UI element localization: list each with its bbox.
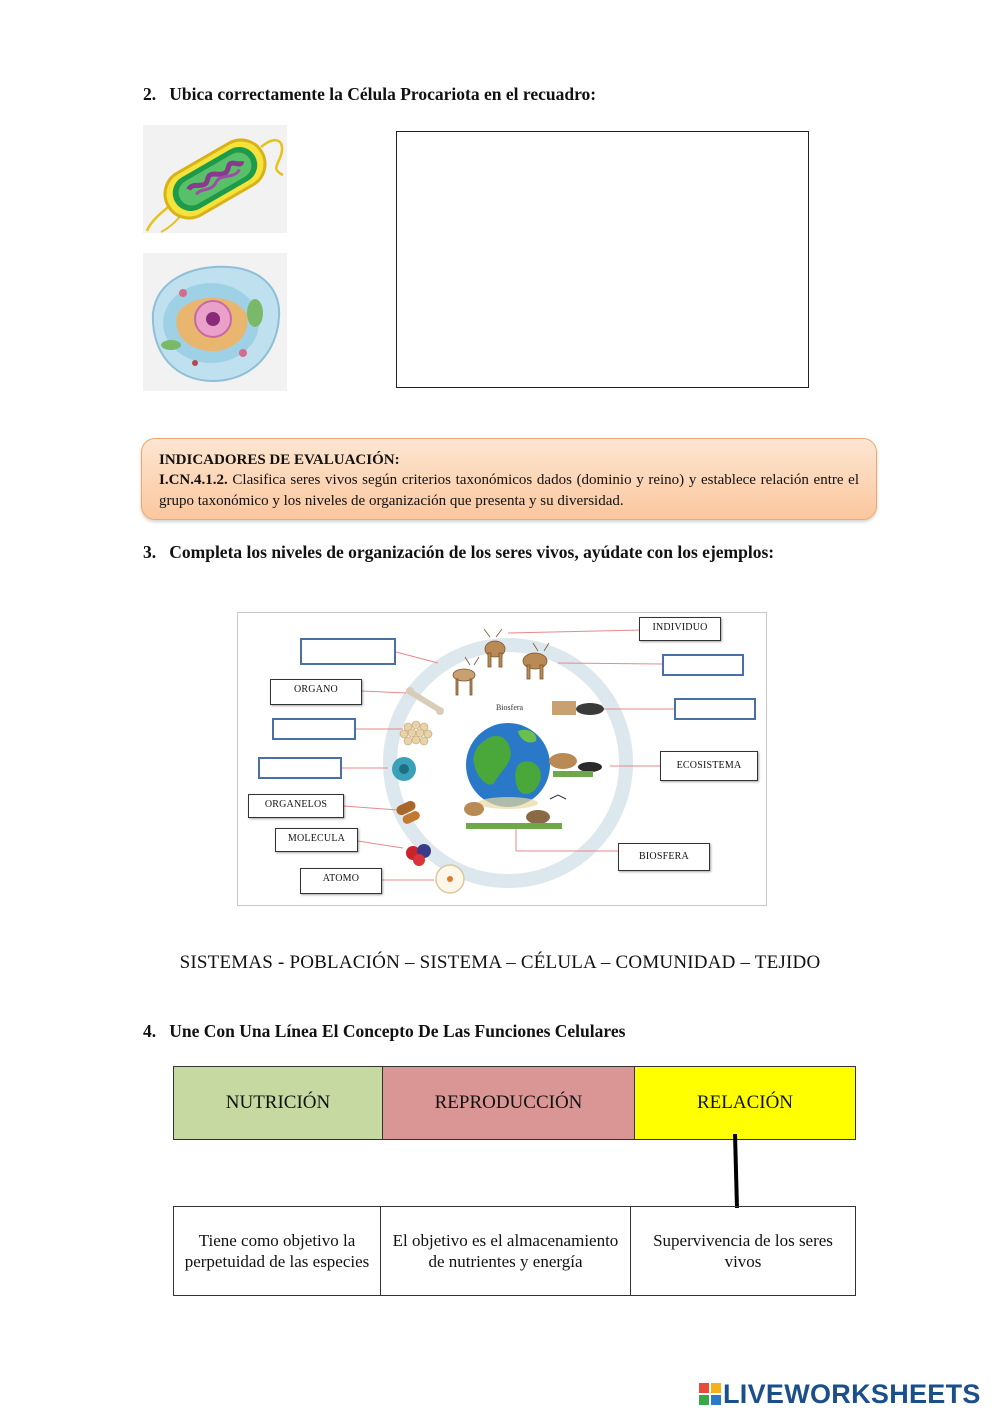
question-2-title (143, 84, 596, 105)
indicator-description: Clasifica seres vivos según criterios taxonómicos dados (dominio y reino) y establece relación entre el grupo taxonómico y los niveles de organización que presenta y su diversidad. (159, 472, 859, 509)
label-biosfera: BIOSFERA (618, 843, 710, 871)
level-blank-1[interactable] (300, 638, 396, 665)
question-text: Completa los niveles de organización de los seres vivos, ayúdate con los ejemplos: (169, 542, 775, 562)
center-biosfera-text: Biosfera (496, 703, 524, 712)
label-individuo: INDIVIDUO (639, 617, 721, 641)
description-3[interactable]: Supervivencia de los seres vivos (631, 1207, 856, 1296)
question-4-title (143, 1021, 625, 1042)
indicator-title: INDICADORES DE EVALUACIÓN: (159, 452, 400, 468)
liveworksheets-badge-icon (699, 1383, 721, 1405)
question-3-title (143, 542, 774, 563)
description-2[interactable]: El objetivo es el almacenamiento de nutrientes y energía (381, 1207, 631, 1296)
level-blank-5[interactable] (662, 654, 744, 676)
organization-levels-diagram (237, 612, 767, 906)
word-bank: SISTEMAS - POBLACIÓN – SISTEMA – CÉLULA – COMUNIDAD – TEJIDO (179, 952, 821, 973)
eukaryotic-cell-image[interactable] (143, 253, 287, 391)
label-organelos: ORGANELOS (248, 794, 344, 818)
description-1[interactable]: Tiene como objetivo la perpetuidad de las especies (174, 1207, 381, 1296)
level-blank-6[interactable] (674, 698, 756, 720)
question-number: 4. (143, 1021, 157, 1041)
question-number: 3. (143, 542, 157, 562)
header-nutricion[interactable]: NUTRICIÓN (174, 1067, 383, 1140)
functions-header-table (173, 1066, 856, 1140)
label-molecula: MOLECULA (275, 828, 358, 852)
liveworksheets-logo (699, 1379, 981, 1410)
prokaryotic-cell-image[interactable] (143, 125, 287, 233)
connecting-line (725, 1132, 745, 1212)
label-organo: ORGANO (270, 679, 362, 705)
question-number: 2. (143, 84, 157, 104)
indicator-text (159, 470, 859, 512)
prokaryote-drop-box[interactable] (396, 131, 809, 388)
logo-text: LIVEWORKSHEETS (723, 1379, 981, 1409)
label-atomo: ATOMO (300, 868, 382, 894)
indicator-code: I.CN.4.1.2. (159, 472, 228, 488)
label-ecosistema: ECOSISTEMA (660, 751, 758, 781)
header-reproduccion[interactable]: REPRODUCCIÓN (383, 1067, 635, 1140)
level-blank-4[interactable] (258, 757, 342, 779)
question-text: Ubica correctamente la Célula Procariota en el recuadro: (169, 84, 597, 104)
functions-description-table (173, 1206, 856, 1296)
header-relacion[interactable]: RELACIÓN (635, 1067, 856, 1140)
question-text: Une Con Una Línea El Concepto De Las Funciones Celulares (169, 1021, 626, 1041)
level-blank-3[interactable] (272, 718, 356, 740)
evaluation-indicator-box (141, 438, 877, 520)
